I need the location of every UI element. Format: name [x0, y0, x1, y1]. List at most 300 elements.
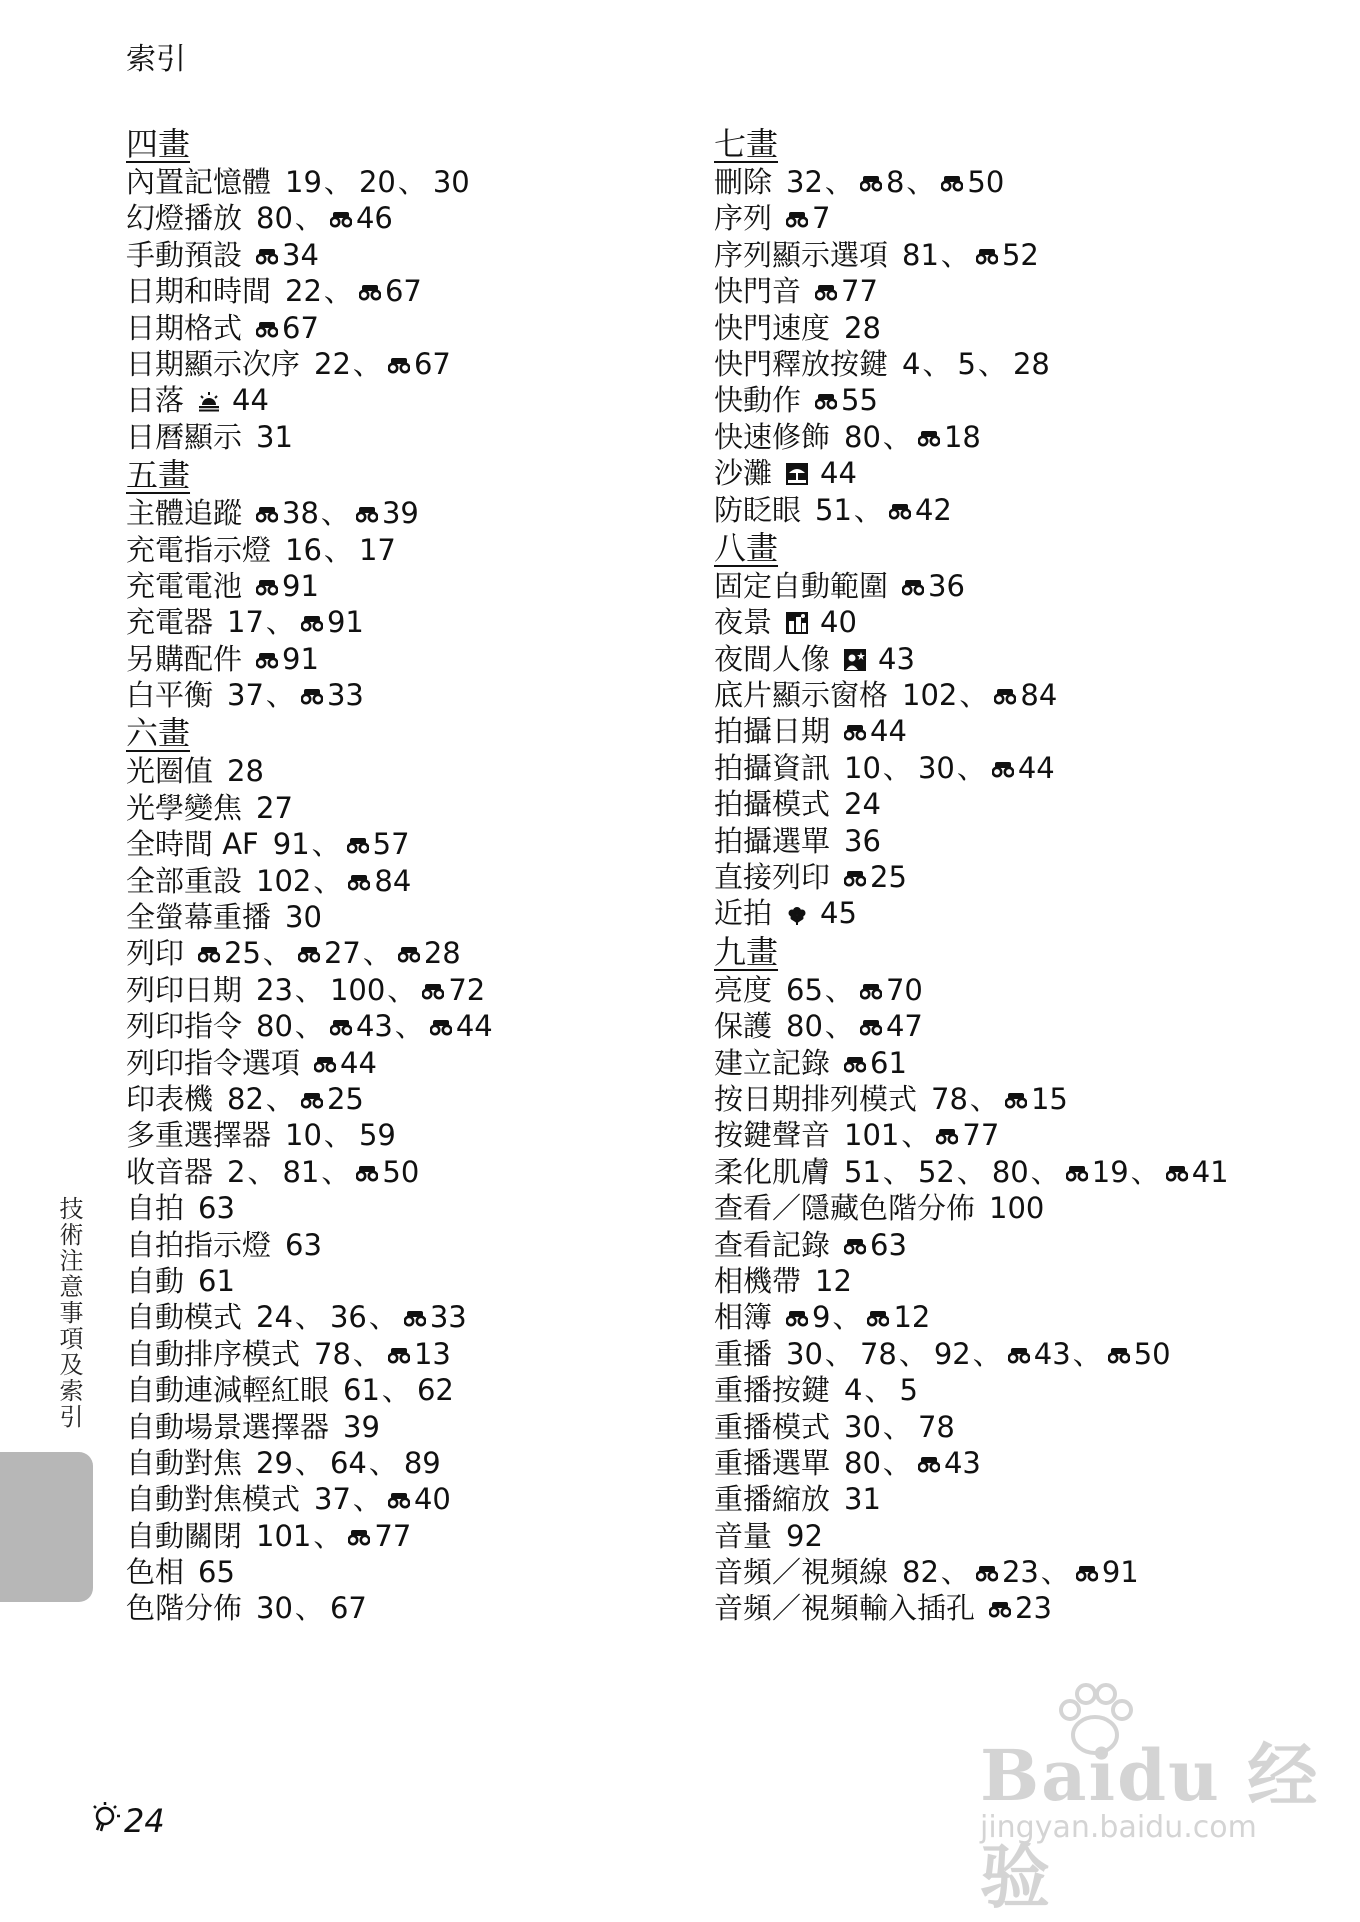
page-reference[interactable]: 22: [314, 346, 351, 381]
page-reference[interactable]: 63: [198, 1191, 235, 1226]
binocular-reference-icon: [356, 1163, 378, 1183]
page-reference[interactable]: 92: [786, 1518, 823, 1553]
page-reference[interactable]: [256, 642, 319, 676]
index-term: 內置記憶體: [126, 165, 272, 199]
page-reference[interactable]: [815, 274, 878, 308]
page-reference[interactable]: 62: [416, 1373, 454, 1408]
index-entry: [126, 382, 686, 418]
page-reference[interactable]: [941, 165, 1004, 199]
page-reference[interactable]: [256, 496, 319, 530]
page-reference[interactable]: 100: [329, 972, 386, 1007]
page-reference[interactable]: [889, 493, 952, 527]
watermark: [960, 1680, 1320, 1918]
page-reference[interactable]: [844, 1228, 907, 1262]
ref-separator: 、: [397, 165, 427, 199]
index-term: 全部重設: [126, 863, 243, 898]
page-reference-number: 57: [372, 827, 410, 862]
binocular-reference-icon: [301, 686, 323, 706]
page-reference-number: 50: [1133, 1336, 1171, 1371]
index-entry: [126, 1590, 686, 1626]
page-reference[interactable]: 29: [256, 1445, 293, 1480]
page-reference[interactable]: 30: [285, 900, 322, 935]
ref-separator: 、: [262, 936, 292, 971]
page-reference[interactable]: 23: [256, 972, 293, 1007]
index-term: 日曆顯示: [126, 419, 243, 454]
page-reference[interactable]: [430, 1009, 493, 1043]
page-reference[interactable]: 78: [859, 1336, 897, 1371]
index-entry: [714, 1554, 1274, 1590]
index-entry: [126, 1336, 686, 1372]
page-reference-number: 91: [282, 641, 319, 676]
ref-separator: 、: [824, 165, 854, 199]
index-entry: [714, 786, 1274, 822]
index-entry: [714, 1227, 1274, 1263]
page-reference[interactable]: [330, 1009, 393, 1043]
page-reference[interactable]: 80: [786, 1009, 823, 1044]
binocular-reference-icon: [1108, 1345, 1130, 1365]
page-reference[interactable]: 52: [917, 1154, 955, 1189]
binocular-reference-icon: [976, 1563, 998, 1583]
index-term: 色階分佈: [126, 1591, 243, 1626]
page-reference[interactable]: [330, 201, 393, 235]
page-reference[interactable]: 100: [989, 1191, 1045, 1226]
index-entry: [126, 1372, 686, 1408]
binocular-reference-icon: [359, 282, 381, 302]
binocular-reference-icon: [976, 246, 998, 266]
binocular-reference-icon: [422, 981, 444, 1001]
index-entry: [714, 310, 1274, 346]
page-reference[interactable]: 24: [844, 787, 881, 822]
page-reference[interactable]: 78: [917, 1409, 955, 1444]
page-reference-number: 43: [1033, 1336, 1071, 1371]
index-term: 重播按鍵: [714, 1373, 831, 1408]
page-reference[interactable]: 5: [957, 346, 976, 381]
page-reference[interactable]: [256, 311, 319, 345]
binocular-reference-icon: [867, 1308, 889, 1328]
page-reference[interactable]: [388, 347, 451, 381]
page-reference[interactable]: 28: [844, 310, 881, 345]
binocular-reference-icon: [348, 872, 370, 892]
page-reference-number: 91: [326, 605, 364, 640]
page-reference[interactable]: [359, 274, 422, 308]
page-reference-number: 23: [1001, 1555, 1039, 1590]
binocular-reference-icon: [398, 944, 420, 964]
index-term: 自動連減輕紅眼: [126, 1373, 330, 1408]
binocular-reference-icon: [844, 722, 866, 742]
page-reference[interactable]: [356, 1155, 419, 1189]
index-term: 按日期排列模式: [714, 1081, 918, 1116]
index-term: 防眨眼: [714, 492, 802, 527]
page-reference[interactable]: [976, 1555, 1039, 1589]
page-reference[interactable]: [1008, 1337, 1071, 1371]
binocular-reference-icon: [256, 504, 278, 524]
page-reference[interactable]: 2: [227, 1154, 246, 1189]
binocular-reference-icon: [404, 1308, 426, 1328]
ref-separator: 、: [352, 1336, 382, 1371]
binocular-reference-icon: [314, 1054, 336, 1074]
page-reference[interactable]: [348, 1519, 411, 1553]
page-reference[interactable]: 80: [991, 1154, 1029, 1189]
index-term: 拍攝選單: [714, 823, 831, 858]
page-reference[interactable]: 32: [786, 165, 823, 199]
page-reference[interactable]: [398, 936, 461, 970]
binocular-reference-icon: [348, 1527, 370, 1547]
page-reference[interactable]: 81: [282, 1154, 320, 1189]
page-reference-number: 77: [841, 274, 878, 309]
page-reference-number: 15: [1030, 1081, 1068, 1116]
index-term: 按鍵聲音: [714, 1118, 831, 1153]
section-heading: 七畫: [714, 125, 779, 163]
index-entry: [714, 823, 1274, 859]
binocular-reference-icon: [198, 944, 220, 964]
ref-separator: 、: [1130, 1154, 1160, 1189]
ref-separator: 、: [969, 1081, 999, 1116]
page-reference-number: 44: [1017, 750, 1055, 785]
page-number-text: 24: [124, 1802, 165, 1840]
ref-separator: 、: [1040, 1555, 1070, 1590]
page-reference[interactable]: 28: [227, 754, 264, 789]
page-reference-number: 39: [381, 496, 419, 531]
page-reference[interactable]: 61: [198, 1263, 235, 1298]
page-reference[interactable]: [918, 420, 981, 454]
binocular-reference-icon: [844, 1236, 866, 1256]
page-reference[interactable]: 44: [820, 456, 857, 491]
page-reference[interactable]: 16: [285, 532, 322, 567]
index-entry: [126, 753, 686, 789]
index-term: 夜景: [714, 605, 773, 640]
ref-separator: 、: [323, 274, 353, 309]
ref-separator: 、: [352, 1482, 382, 1517]
page-reference[interactable]: 65: [786, 972, 823, 1007]
section-heading: 八畫: [714, 528, 779, 567]
binocular-reference-icon: [388, 355, 410, 375]
ref-separator: 、: [940, 237, 970, 272]
ref-separator: 、: [824, 972, 854, 1007]
page-reference[interactable]: 63: [285, 1227, 322, 1262]
page-reference[interactable]: 17: [227, 605, 264, 640]
page-reference[interactable]: 27: [256, 790, 293, 825]
ref-separator: 、: [882, 419, 912, 454]
page-reference[interactable]: 17: [358, 532, 396, 567]
binocular-reference-icon: [1005, 1090, 1027, 1110]
page-reference[interactable]: 40: [820, 605, 857, 640]
page-reference[interactable]: 78: [314, 1336, 351, 1371]
binocular-reference-icon: [989, 1599, 1011, 1619]
ref-separator: 、: [882, 1154, 912, 1189]
page-title: 索引: [126, 42, 186, 77]
page-reference[interactable]: 101: [256, 1518, 312, 1553]
page-reference[interactable]: [388, 1337, 451, 1371]
page-reference[interactable]: [815, 383, 878, 417]
page-reference[interactable]: [256, 238, 319, 272]
page-reference-number: 67: [384, 274, 422, 309]
ref-separator: 、: [832, 1300, 862, 1335]
index-term: 序列: [714, 201, 773, 236]
page-reference[interactable]: [422, 973, 485, 1007]
page-reference[interactable]: [786, 1300, 830, 1334]
page-reference[interactable]: [989, 1591, 1052, 1625]
page-reference[interactable]: [860, 1009, 923, 1043]
binocular-reference-icon: [994, 686, 1016, 706]
index-entry: [126, 1190, 686, 1226]
page-reference[interactable]: 64: [329, 1445, 367, 1480]
page-reference-number: 18: [943, 419, 981, 454]
watermark-text: Baidu 经验: [980, 1734, 1320, 1918]
page-reference[interactable]: [860, 165, 904, 199]
page-reference[interactable]: 80: [256, 201, 293, 236]
page-reference[interactable]: 92: [933, 1336, 971, 1371]
index-term: 固定自動範圍: [714, 568, 889, 603]
page-reference[interactable]: 81: [902, 237, 939, 272]
ref-separator: 、: [906, 165, 936, 199]
page-reference[interactable]: 37: [227, 678, 264, 713]
page-reference[interactable]: [844, 714, 907, 748]
page-number: [88, 1800, 165, 1842]
page-reference[interactable]: 37: [314, 1482, 351, 1517]
page-reference[interactable]: 102: [902, 678, 958, 713]
page-reference[interactable]: [298, 936, 361, 970]
page-reference[interactable]: 20: [358, 165, 396, 199]
index-term: 自動場景選擇器: [126, 1409, 330, 1444]
index-term: 重播: [714, 1336, 773, 1371]
index-entry: [714, 1045, 1274, 1081]
page-reference-number: 41: [1191, 1154, 1229, 1189]
index-term: 日期顯示次序: [126, 346, 301, 381]
index-term: 列印指令: [126, 1009, 243, 1044]
night-portrait-icon: [844, 643, 866, 665]
index-entry: [714, 1299, 1274, 1335]
index-entry: [714, 419, 1274, 455]
index-entry: [714, 677, 1274, 713]
index-term: 刪除: [714, 165, 773, 199]
index-term: 快速修飾: [714, 419, 831, 454]
index-entry: [126, 1299, 686, 1335]
index-entry: [714, 1117, 1274, 1153]
index-entry: [126, 1008, 686, 1044]
page-reference-number: 44: [340, 1045, 377, 1080]
page-reference[interactable]: 102: [256, 863, 312, 898]
page-reference[interactable]: [1005, 1082, 1068, 1116]
ref-separator: 、: [824, 1336, 854, 1371]
index-entry: [126, 604, 686, 640]
page-reference[interactable]: 44: [232, 383, 269, 418]
index-entry: [126, 310, 686, 346]
index-entry: [126, 863, 686, 899]
page-reference-number: 72: [448, 972, 486, 1007]
page-reference[interactable]: 5: [899, 1373, 918, 1408]
page-reference[interactable]: 31: [256, 419, 293, 454]
index-entry: [714, 164, 1274, 200]
page-reference[interactable]: 80: [844, 1445, 881, 1480]
index-entry: [126, 972, 686, 1008]
page-reference[interactable]: 24: [256, 1300, 293, 1335]
index-entry: [714, 895, 1274, 931]
index-term: 充電器: [126, 605, 214, 640]
index-term: 幻燈播放: [126, 201, 243, 236]
index-entry: [126, 935, 686, 971]
page-reference-number: 8: [885, 165, 905, 199]
page-reference-number: 55: [841, 383, 878, 418]
page-reference[interactable]: [1076, 1555, 1139, 1589]
page-reference[interactable]: 39: [343, 1409, 380, 1444]
page-reference[interactable]: 43: [878, 641, 915, 676]
page-reference-number: 50: [382, 1154, 420, 1189]
page-reference[interactable]: 67: [329, 1591, 367, 1626]
page-reference[interactable]: [918, 1446, 981, 1480]
page-reference[interactable]: 30: [432, 165, 470, 199]
page-reference[interactable]: 101: [844, 1118, 900, 1153]
index-entry: [126, 419, 686, 455]
page-reference[interactable]: [404, 1300, 467, 1334]
page-reference[interactable]: 78: [931, 1081, 968, 1116]
page-reference[interactable]: 91: [272, 827, 310, 862]
page-reference[interactable]: 89: [403, 1445, 441, 1480]
index-entry: [714, 382, 1274, 418]
page-reference-number: 33: [326, 678, 364, 713]
page-reference[interactable]: [860, 973, 923, 1007]
page-reference[interactable]: [994, 678, 1057, 712]
index-entry: [714, 859, 1274, 895]
sunset-scene-icon: [198, 384, 220, 406]
index-term: 自動模式: [126, 1300, 243, 1335]
page-reference-number: 91: [282, 568, 319, 603]
ref-separator: 、: [352, 346, 382, 381]
index-term: 白平衡: [126, 678, 214, 713]
page-reference-number: 12: [893, 1300, 931, 1335]
page-reference[interactable]: [301, 1082, 364, 1116]
index-column-right: [714, 124, 1274, 1627]
index-term: 收音器: [126, 1154, 214, 1189]
index-entry: [126, 1554, 686, 1590]
ref-separator: 、: [901, 1118, 931, 1153]
page-reference[interactable]: [1066, 1155, 1129, 1189]
page-reference[interactable]: [844, 1046, 907, 1080]
binocular-reference-icon: [860, 1017, 882, 1037]
page-reference[interactable]: [1108, 1337, 1171, 1371]
index-entry: [714, 1372, 1274, 1408]
index-entry: [714, 455, 1274, 491]
ref-separator: 、: [959, 678, 989, 713]
page-reference[interactable]: [992, 751, 1055, 785]
page-reference[interactable]: [902, 569, 965, 603]
index-entry: [126, 568, 686, 604]
page-reference[interactable]: [301, 605, 364, 639]
ref-separator: 、: [882, 1409, 912, 1444]
page-reference[interactable]: 22: [285, 274, 322, 309]
binocular-reference-icon: [786, 209, 808, 229]
page-reference[interactable]: 30: [917, 750, 955, 785]
page-reference-number: 63: [870, 1227, 907, 1262]
page-reference[interactable]: 30: [256, 1591, 293, 1626]
page-reference-number: 38: [282, 496, 319, 531]
index-term: 列印: [126, 936, 185, 971]
index-term: 快門釋放按鍵: [714, 346, 889, 381]
page-reference[interactable]: 19: [285, 165, 322, 199]
page-reference[interactable]: 10: [285, 1118, 322, 1153]
ref-separator: 、: [940, 1555, 970, 1590]
page-reference[interactable]: 28: [1012, 346, 1050, 381]
index-term: 快門音: [714, 274, 802, 309]
index-entry: [714, 750, 1274, 786]
index-entry: [126, 273, 686, 309]
page-reference[interactable]: 36: [329, 1300, 367, 1335]
page-reference[interactable]: [936, 1118, 999, 1152]
binocular-reference-icon: [860, 981, 882, 1001]
page-reference-number: 84: [374, 863, 412, 898]
page-reference[interactable]: [388, 1482, 451, 1516]
page-reference[interactable]: 80: [256, 1009, 293, 1044]
page-reference[interactable]: 80: [844, 419, 881, 454]
page-reference-number: 7: [812, 201, 831, 236]
page-reference[interactable]: 82: [902, 1555, 939, 1590]
page-reference[interactable]: 36: [844, 823, 881, 858]
binocular-reference-icon: [330, 1017, 352, 1037]
page-reference-number: 42: [914, 492, 952, 527]
index-term: 直接列印: [714, 860, 831, 895]
index-term: 印表機: [126, 1081, 214, 1116]
index-term: 亮度: [714, 972, 773, 1007]
ref-separator: 、: [294, 1300, 324, 1335]
page-reference[interactable]: [1166, 1155, 1229, 1189]
page-reference[interactable]: 30: [844, 1409, 881, 1444]
ref-separator: 、: [313, 863, 343, 898]
page-reference[interactable]: [844, 860, 907, 894]
section-side-label: 技術注意事項及索引: [55, 1196, 83, 1430]
ref-separator: 、: [313, 1518, 343, 1553]
page-reference[interactable]: 4: [902, 346, 921, 381]
index-term: 列印指令選項: [126, 1045, 301, 1080]
page-reference[interactable]: [347, 827, 410, 861]
index-term: 自動關閉: [126, 1518, 243, 1553]
page-reference[interactable]: [976, 238, 1039, 272]
page-reference-number: 61: [870, 1045, 907, 1080]
page-reference[interactable]: 45: [820, 896, 857, 931]
page-reference[interactable]: 51: [815, 492, 852, 527]
section-heading: 六畫: [126, 714, 191, 753]
page-reference[interactable]: 51: [844, 1154, 881, 1189]
page-reference[interactable]: [256, 569, 319, 603]
binocular-reference-icon: [815, 282, 837, 302]
ref-separator: 、: [362, 936, 392, 971]
page-reference[interactable]: 65: [198, 1555, 235, 1590]
page-reference[interactable]: 61: [343, 1373, 380, 1408]
index-entry: [714, 1154, 1234, 1190]
page-reference[interactable]: [301, 678, 364, 712]
index-entry: [714, 1518, 1274, 1554]
page-reference[interactable]: [786, 201, 830, 235]
page-reference[interactable]: [867, 1300, 930, 1334]
page-reference[interactable]: [356, 496, 419, 530]
binocular-reference-icon: [301, 613, 323, 633]
section-heading: 五畫: [126, 456, 191, 495]
page-reference[interactable]: 31: [844, 1482, 881, 1517]
page-reference[interactable]: [348, 864, 411, 898]
binocular-reference-icon: [844, 1054, 866, 1074]
page-reference[interactable]: 59: [358, 1118, 396, 1153]
binocular-reference-icon: [786, 1308, 808, 1328]
page-reference[interactable]: [198, 936, 261, 970]
index-term: 光圈值: [126, 754, 214, 789]
page-reference[interactable]: 10: [844, 750, 881, 785]
index-entry: [126, 495, 686, 531]
page-reference[interactable]: 82: [227, 1081, 264, 1116]
page-reference[interactable]: 4: [844, 1373, 863, 1408]
page-reference[interactable]: [314, 1046, 377, 1080]
night-landscape-icon: [786, 606, 808, 628]
page-reference[interactable]: 30: [786, 1336, 823, 1371]
index-term: 重播選單: [714, 1445, 831, 1480]
page-reference[interactable]: 12: [815, 1263, 852, 1298]
